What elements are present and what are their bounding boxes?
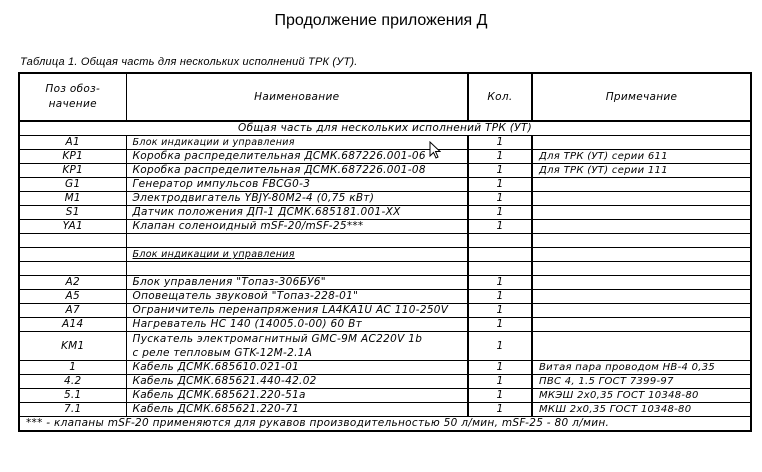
empty-row xyxy=(19,262,751,276)
cell-note: МКШ 2х0,35 ГОСТ 10348-80 xyxy=(532,403,751,417)
footnote-row xyxy=(19,417,751,432)
cell-name: Коробка распределительная ДСМК.687226.001-08 xyxy=(126,164,468,178)
cell-quantity: 1 xyxy=(468,150,532,164)
cell-name: Датчик положения ДП-1 ДСМК.685181.001-ХХ xyxy=(126,206,468,220)
table-row xyxy=(19,318,751,332)
cell-note xyxy=(532,290,751,304)
cell-position: A1 xyxy=(19,136,126,150)
cell-note: МКЭШ 2х0,35 ГОСТ 10348-80 xyxy=(532,389,751,403)
table-row xyxy=(19,220,751,234)
header-name: Наименование xyxy=(126,73,468,121)
cell-position: 5.1 xyxy=(19,389,126,403)
cell-quantity: 1 xyxy=(468,304,532,318)
cell-position: G1 xyxy=(19,178,126,192)
cell-name xyxy=(126,234,468,248)
cell-name: Кабель ДСМК.685621.220-71 xyxy=(126,403,468,417)
cell-position: 7.1 xyxy=(19,403,126,417)
cell-note: Для ТРК (УТ) серии 111 xyxy=(532,164,751,178)
table-header-row xyxy=(19,73,751,121)
specification-table xyxy=(18,72,752,432)
table-row xyxy=(19,192,751,206)
section-title: Общая часть для нескольких исполнений ТРК (УТ) xyxy=(19,121,751,136)
cell-position: A5 xyxy=(19,290,126,304)
cell-quantity: 1 xyxy=(468,375,532,389)
cell-quantity: 1 xyxy=(468,206,532,220)
table-row xyxy=(19,178,751,192)
cell-name-line1: Пускатель электромагнитный GMC-9M AC220V 1b xyxy=(132,333,423,345)
cell-quantity: 1 xyxy=(468,164,532,178)
cell-position: KP1 xyxy=(19,150,126,164)
table-row xyxy=(19,375,751,389)
cell-note: Витая пара проводом НВ-4 0,35 xyxy=(532,361,751,375)
cell-note xyxy=(532,234,751,248)
cell-position: YA1 xyxy=(19,220,126,234)
header-position xyxy=(19,73,126,121)
header-position-line2: начение xyxy=(48,98,97,110)
cell-note xyxy=(532,136,751,150)
cell-position: 1 xyxy=(19,361,126,375)
cell-note: Для ТРК (УТ) серии 611 xyxy=(532,150,751,164)
table-row xyxy=(19,150,751,164)
table-row xyxy=(19,290,751,304)
cell-position: S1 xyxy=(19,206,126,220)
cell-quantity: 1 xyxy=(468,332,532,361)
cell-note xyxy=(532,192,751,206)
table-row xyxy=(19,403,751,417)
cell-quantity: 1 xyxy=(468,178,532,192)
cell-name: Кабель ДСМК.685621.440-42.02 xyxy=(126,375,468,389)
cell-position: KP1 xyxy=(19,164,126,178)
cell-position: M1 xyxy=(19,192,126,206)
subsection-title: Блок индикации и управления xyxy=(126,248,468,262)
empty-row xyxy=(19,234,751,248)
table-row xyxy=(19,206,751,220)
cell-name: Ограничитель перенапряжения LA4KA1U AC 110-250V xyxy=(126,304,468,318)
table-row xyxy=(19,164,751,178)
cell-name: Блок индикации и управления xyxy=(126,136,468,150)
cell-quantity xyxy=(468,234,532,248)
cell-position: A14 xyxy=(19,318,126,332)
table-row xyxy=(19,361,751,375)
cell-note xyxy=(532,262,751,276)
table-row xyxy=(19,389,751,403)
cell-quantity: 1 xyxy=(468,192,532,206)
cell-name: Блок управления "Топаз-306БУ6" xyxy=(126,276,468,290)
cell-note xyxy=(532,332,751,361)
cell-quantity: 1 xyxy=(468,220,532,234)
table-caption: Таблица 1. Общая часть для нескольких исполнений ТРК (УТ). xyxy=(20,56,358,68)
cell-name xyxy=(126,332,468,361)
table-row xyxy=(19,136,751,150)
cell-quantity: 1 xyxy=(468,136,532,150)
cell-name-line2: с реле тепловым GTK-12M-2.1A xyxy=(132,347,313,359)
cell-name xyxy=(126,262,468,276)
header-position-line1: Поз обоз- xyxy=(45,83,101,95)
page-title xyxy=(0,12,762,30)
table-row xyxy=(19,304,751,318)
cell-quantity: 1 xyxy=(468,290,532,304)
cell-name: Электродвигатель YBJY-80M2-4 (0,75 кВт) xyxy=(126,192,468,206)
subsection-row xyxy=(19,248,751,262)
header-quantity: Кол. xyxy=(468,73,532,121)
cell-note xyxy=(532,248,751,262)
table-footnote: *** - клапаны mSF-20 применяются для рукавов производительностью 50 л/мин, mSF-25 - 80 л/мин. xyxy=(19,417,751,432)
cell-note xyxy=(532,318,751,332)
cell-name: Кабель ДСМК.685621.220-51а xyxy=(126,389,468,403)
cell-quantity xyxy=(468,262,532,276)
cell-name: Кабель ДСМК.685610.021-01 xyxy=(126,361,468,375)
cell-position: A2 xyxy=(19,276,126,290)
cell-position xyxy=(19,234,126,248)
cell-name: Нагреватель НС 140 (14005.0-00) 60 Вт xyxy=(126,318,468,332)
cell-note xyxy=(532,220,751,234)
cell-note xyxy=(532,178,751,192)
cell-quantity: 1 xyxy=(468,403,532,417)
cell-position: KM1 xyxy=(19,332,126,361)
cell-quantity: 1 xyxy=(468,389,532,403)
header-note: Примечание xyxy=(532,73,751,121)
cell-quantity: 1 xyxy=(468,318,532,332)
cell-name: Оповещатель звуковой "Топаз-228-01" xyxy=(126,290,468,304)
cell-position: 4.2 xyxy=(19,375,126,389)
table-row xyxy=(19,332,751,361)
cell-quantity xyxy=(468,248,532,262)
cell-name: Коробка распределительная ДСМК.687226.001-06 xyxy=(126,150,468,164)
mouse-pointer-icon xyxy=(429,141,441,159)
cell-quantity: 1 xyxy=(468,276,532,290)
cell-name: Клапан соленоидный mSF-20/mSF-25*** xyxy=(126,220,468,234)
section-row xyxy=(19,121,751,136)
cell-position: A7 xyxy=(19,304,126,318)
cell-note xyxy=(532,276,751,290)
cell-position xyxy=(19,248,126,262)
cell-note xyxy=(532,206,751,220)
cell-note: ПВС 4, 1.5 ГОСТ 7399-97 xyxy=(532,375,751,389)
cell-quantity: 1 xyxy=(468,361,532,375)
cell-position xyxy=(19,262,126,276)
table-row xyxy=(19,276,751,290)
page-title-letter: Д xyxy=(476,12,488,29)
cell-note xyxy=(532,304,751,318)
page-title-main: Продолжение приложения xyxy=(274,12,477,29)
cell-name: Генератор импульсов FBCG0-3 xyxy=(126,178,468,192)
